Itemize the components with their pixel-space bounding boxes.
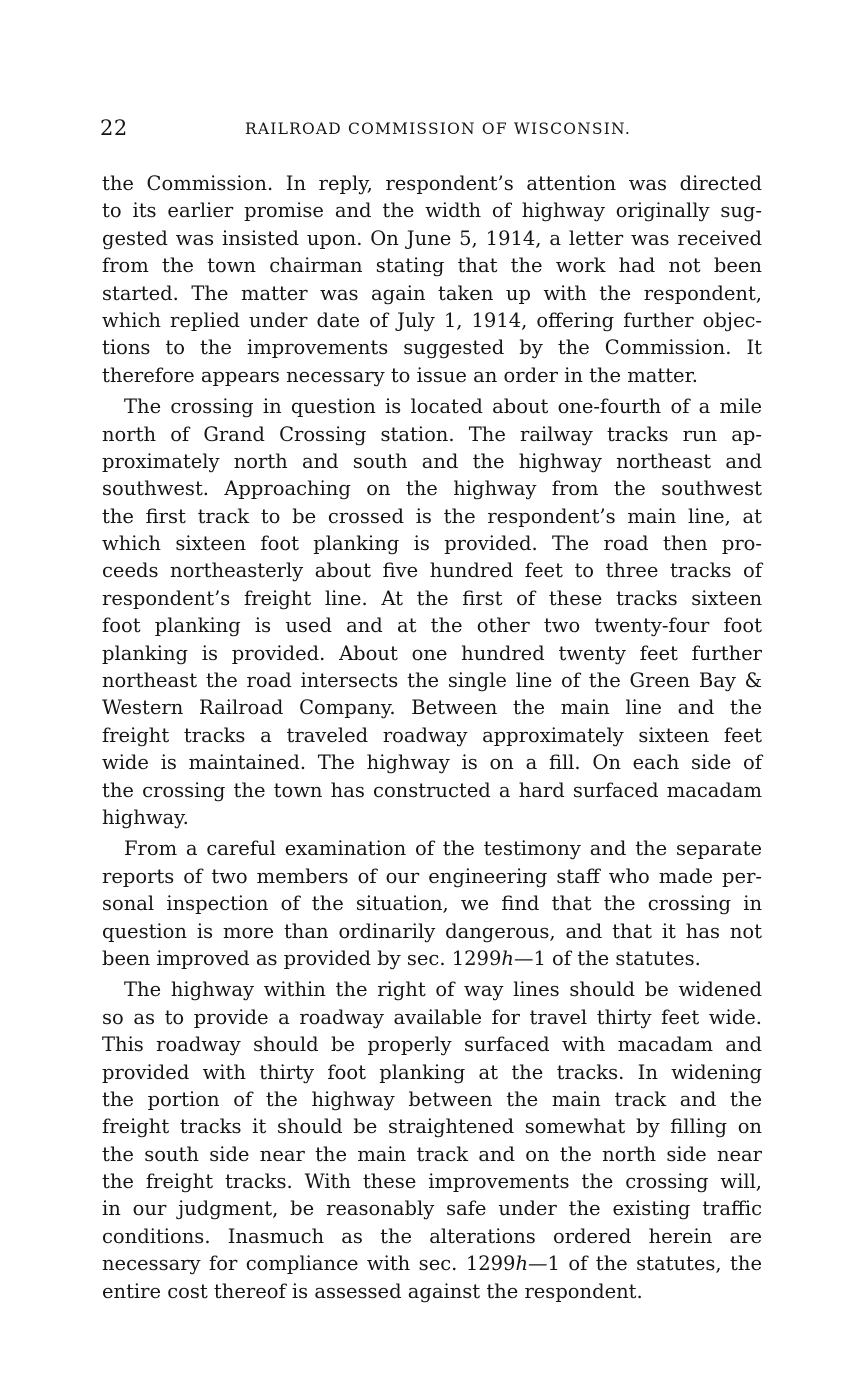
text-line: been improved as provided by sec. 1299h—1 of the statutes. <box>102 946 701 970</box>
text-line: ceeds northeasterly about five hundred feet to three tracks of <box>102 559 762 583</box>
text-line: the freight tracks. With these improvements the crossing will, <box>102 1170 762 1194</box>
text-line: freight tracks it should be straightened somewhat by filling on <box>102 1115 762 1139</box>
text-line: wide is maintained. The highway is on a fill. On each side of <box>102 751 762 775</box>
text-line: planking is provided. About one hundred twenty feet further <box>102 641 762 665</box>
text-line: sonal inspection of the situation, we find that the crossing in <box>102 892 762 916</box>
text-line: so as to provide a roadway available for travel thirty feet wide. <box>102 1005 762 1029</box>
text-line: north of Grand Crossing station. The railway tracks run ap- <box>102 422 762 446</box>
text-line: question is more than ordinarily dangerous, and that it has not <box>102 919 762 943</box>
running-head <box>100 116 760 146</box>
text-line: from the town chairman stating that the work had not been <box>102 254 762 278</box>
paragraph <box>102 835 762 972</box>
text-line: tions to the improvements suggested by the Commission. It <box>102 336 762 360</box>
text-line: therefore appears necessary to issue an order in the matter. <box>102 363 698 387</box>
paragraph <box>102 393 762 831</box>
text-line: Western Railroad Company. Between the main line and the <box>102 696 762 720</box>
text-line: gested was insisted upon. On June 5, 1914, a letter was received <box>102 226 762 250</box>
text-line: respondent’s freight line. At the first of these tracks sixteen <box>102 586 762 610</box>
text-line: This roadway should be properly surfaced with macadam and <box>102 1033 762 1057</box>
text-line: which replied under date of July 1, 1914, offering further objec- <box>102 308 762 332</box>
text-line: the portion of the highway between the main track and the <box>102 1087 762 1111</box>
text-line: reports of two members of our engineering staff who made per- <box>102 864 762 888</box>
text-line: southwest. Approaching on the highway from the southwest <box>102 477 762 501</box>
text-line: in our judgment, be reasonably safe under the existing traffic <box>102 1197 762 1221</box>
paragraph <box>102 976 762 1305</box>
paragraph <box>102 170 762 389</box>
text-line: the Commission. In reply, respondent’s attention was directed <box>102 172 762 195</box>
text-line: started. The matter was again taken up with the respondent, <box>102 281 762 305</box>
text-line: The crossing in question is located about one-fourth of a mile <box>124 395 762 419</box>
text-line: proximately north and south and the highway northeast and <box>102 449 762 473</box>
text-line: conditions. Inasmuch as the alterations ordered herein are <box>102 1224 762 1248</box>
text-line: necessary for compliance with sec. 1299h—1 of the statutes, the <box>102 1252 762 1276</box>
body-text <box>102 170 762 1305</box>
text-line: From a careful examination of the testimony and the separate <box>124 837 762 861</box>
text-line: the first track to be crossed is the respondent’s main line, at <box>102 504 762 528</box>
text-line: the crossing the town has constructed a hard surfaced macadam <box>102 778 762 802</box>
running-head-title: RAILROAD COMMISSION OF WISCONSIN. <box>245 120 631 138</box>
text-line: the south side near the main track and on the north side near <box>102 1142 762 1166</box>
text-line: freight tracks a traveled roadway approximately sixteen feet <box>102 723 762 747</box>
text-line: provided with thirty foot planking at the tracks. In widening <box>102 1060 762 1084</box>
text-line: to its earlier promise and the width of highway originally sug- <box>102 199 762 223</box>
text-line: which sixteen foot planking is provided. The road then pro- <box>102 532 762 556</box>
text-line: highway. <box>102 805 189 829</box>
text-line: foot planking is used and at the other two twenty-four foot <box>102 614 762 638</box>
text-line: northeast the road intersects the single line of the Green Bay & <box>102 669 762 693</box>
text-line: The highway within the right of way lines should be widened <box>124 978 762 1002</box>
page-number: 22 <box>100 116 128 140</box>
text-line: entire cost thereof is assessed against the respondent. <box>102 1279 643 1303</box>
